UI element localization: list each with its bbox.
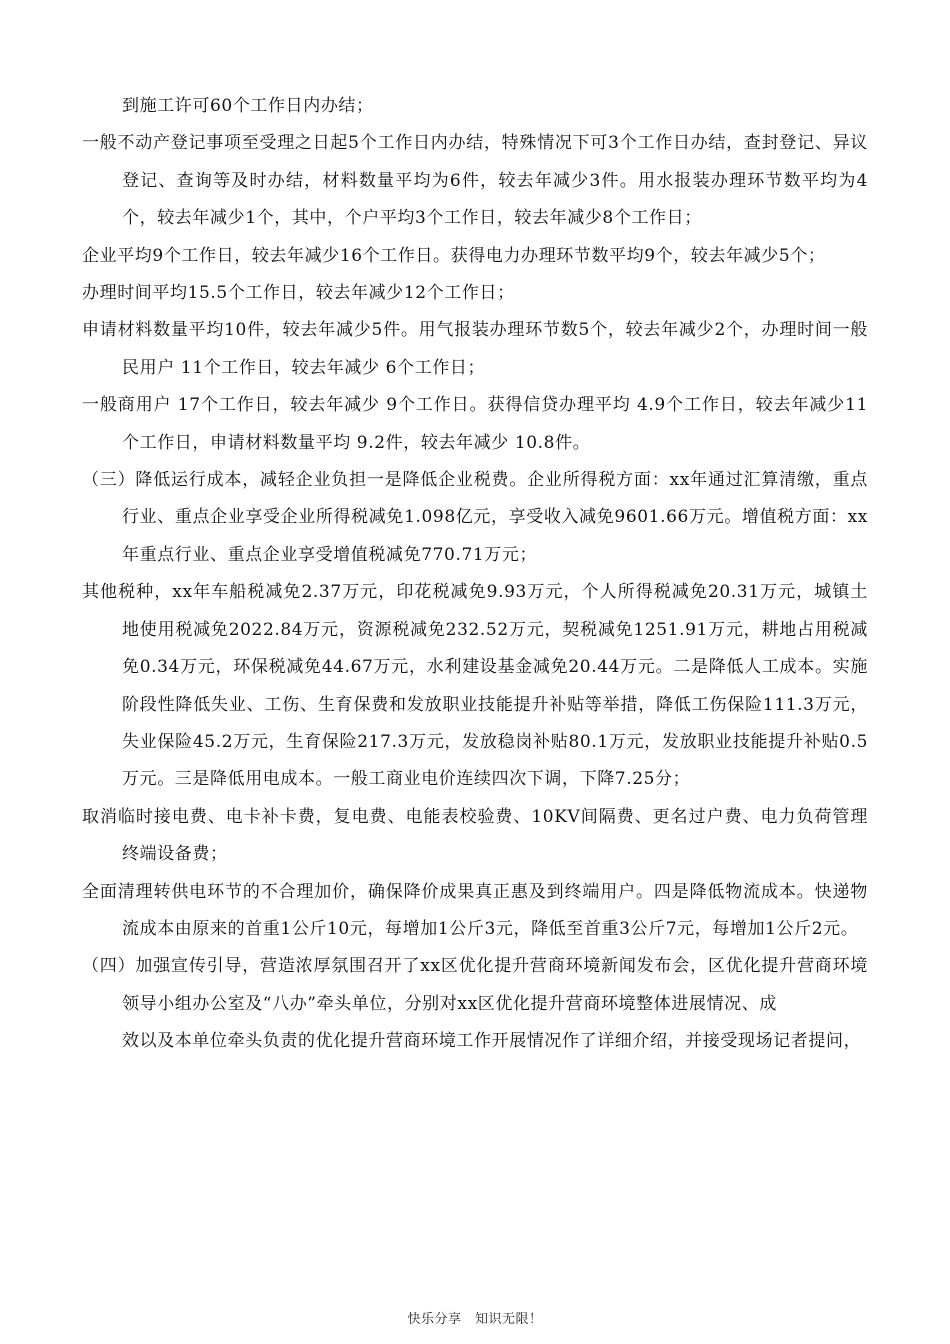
paragraph-1: 到施工许可60个工作日内办结；	[122, 96, 374, 116]
paragraph-10: 全面清理转供电环节的不合理加价，确保降价成果真正惠及到终端用户。四是降低物流成本。快递物流成本由原来的首重1公斤10元，每增加1公斤3元，降低至首重3公斤7元，每增加1公斤2元。	[82, 881, 868, 939]
paragraph-7: （三）降低运行成本，减轻企业负担一是降低企业税费。企业所得税方面：xx年通过汇算清缴，重点行业、重点企业享受企业所得税减免1.098亿元，享受收入减免9601.66万元。增值税方面：xx年重点行业、重点企业享受增值税减免770.71万元；	[82, 470, 868, 565]
paragraph-5: 申请材料数量平均10件，较去年减少5件。用气报装办理环节数5个，较去年减少2个，办理时间一般民用户 11个工作日，较去年减少 6个工作日；	[82, 320, 868, 378]
paragraph-12: 效以及本单位牵头负责的优化提升营商环境工作开展情况作了详细介绍，并接受现场记者提问，	[122, 1031, 862, 1052]
paragraph-6: 一般商用户 17个工作日，较去年减少 9个工作日。获得信贷办理平均 4.9个工作日，较去年减少11个工作日，申请材料数量平均 9.2件，较去年减少 10.8件。	[82, 395, 868, 453]
document-body	[82, 88, 868, 1061]
paragraph-2: 一般不动产登记事项至受理之日起5个工作日内办结，特殊情况下可3个工作日办结，查封登记、异议登记、查询等及时办结，材料数量平均为6件，较去年减少3件。用水报装办理环节数平均为4个，较去年减少1个，其中，个户平均3个工作日，较去年减少8个工作日；	[82, 133, 868, 229]
paragraph-4: 办理时间平均15.5个工作日，较去年减少12个工作日；	[82, 283, 515, 304]
paragraph-11: （四）加强宣传引导，营造浓厚氛围召开了xx区优化提升营商环境新闻发布会，区优化提升营商环境领导小组办公室及“八办”牵头单位，分别对xx区优化提升营商环境整体进展情况、成	[82, 956, 868, 1014]
paragraph-9: 取消临时接电费、电卡补卡费，复电费、电能表校验费、10KV间隔费、更名过户费、电力负荷管理终端设备费；	[82, 806, 868, 865]
paragraph-8: 其他税种，xx年车船税减免2.37万元，印花税减免9.93万元，个人所得税减免20.31万元，城镇土地使用税减免2022.84万元，资源税减免232.52万元，契税减免1251.91万元，耕地占用税减免0.34万元，环保税减免44.67万元，水利建设基金减免20.44万元。二是降低人工成本。实施阶段性降低失业、工伤、生育保费和发放职业技能提升补贴等举措，降低工伤保险111.3万元，失业保险45.2万元，生育保险217.3万元，发放稳岗补贴80.1万元，发放职业技能提升补贴0.5万元。三是降低用电成本。一般工商业电价连续四次下调，下降7.25分；	[82, 582, 868, 790]
paragraph-3: 企业平均9个工作日，较去年减少16个工作日。获得电力办理环节数平均9个，较去年减少5个；	[82, 245, 826, 266]
page-footer: 快乐分享 知识无限！	[407, 1312, 543, 1327]
